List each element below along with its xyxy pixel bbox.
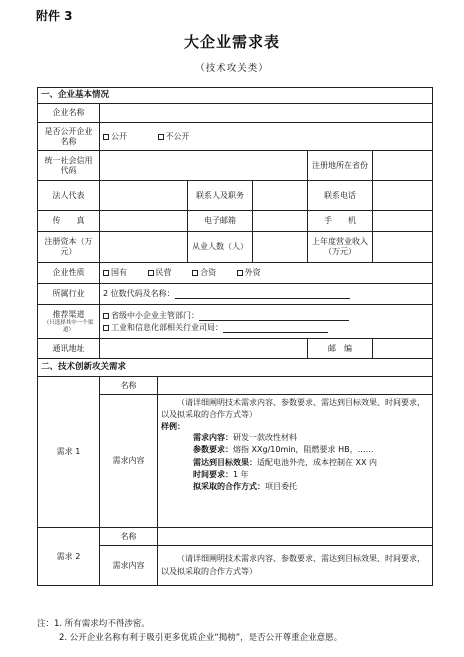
req2-content-field[interactable]: [158, 546, 433, 586]
footnotes: [37, 618, 457, 645]
revenue-label: 上年度营业收入（万元）: [308, 232, 373, 263]
channel-checkbox-provincial[interactable]: [103, 313, 109, 319]
ex-target-label: 需达到目标效果：: [193, 457, 257, 467]
section1-title: 一、企业基本情况: [38, 88, 433, 104]
nature-options: [100, 263, 433, 284]
credit-code-label: 统一社会信用代码: [38, 151, 100, 181]
req2-name-label: 名称: [100, 528, 158, 546]
industry-field: [100, 284, 433, 305]
is-public-field: [100, 123, 433, 151]
nature-row: [38, 263, 433, 284]
postcode-field[interactable]: [373, 339, 433, 359]
industry-label: 所属行业: [38, 284, 100, 305]
nature-checkbox-state[interactable]: [103, 270, 109, 276]
email-label: 电子邮箱: [188, 211, 253, 232]
channel-label: 推荐渠道: [52, 310, 85, 320]
nature-checkbox-private[interactable]: [148, 270, 154, 276]
reg-place-label: 注册地所在省份: [308, 151, 373, 181]
ex-param-label: 参数要求：: [193, 445, 233, 455]
reg-place-field[interactable]: [373, 151, 433, 181]
section2-header-row: [38, 359, 433, 377]
req2-content-label: 需求内容: [100, 546, 158, 586]
company-name-field[interactable]: [100, 104, 433, 123]
req2-name-field[interactable]: [158, 528, 433, 546]
credit-code-field[interactable]: [100, 151, 308, 181]
nature-option-jv: 合资: [200, 268, 217, 277]
is-public-row: [38, 123, 433, 151]
req1-label: 需求 1: [38, 377, 100, 528]
channel-note: （只选择其中一个渠道）: [43, 320, 94, 333]
note-2: 2. 公开企业名称有利于吸引更多优质企业“揭榜”，是否公开尊重企业意愿。: [59, 632, 343, 643]
channel-option-miit: 工业和信息化部相关行业司局：: [111, 322, 223, 332]
form-subtitle: （技术攻关类）: [195, 63, 269, 74]
company-name-label: 企业名称: [38, 104, 100, 123]
section1-header-row: [38, 88, 433, 104]
nature-option-state: 国有: [111, 268, 127, 277]
req1-content-label: 需求内容: [100, 395, 158, 528]
ex-content-value: 研发一款改性材料: [233, 432, 297, 442]
legal-rep-label: 法人代表: [38, 181, 100, 211]
channel-provincial-line[interactable]: [199, 312, 349, 321]
nature-checkbox-jv[interactable]: [192, 270, 198, 276]
section2-title: 二、技术创新攻关需求: [38, 359, 433, 377]
email-field[interactable]: [253, 211, 308, 232]
phone-field[interactable]: [373, 181, 433, 211]
channel-miit-line[interactable]: [223, 324, 328, 333]
capital-row: [38, 232, 433, 263]
channel-option-provincial: 省级中小企业主管部门：: [111, 310, 199, 320]
requirements-form-table: [37, 87, 433, 586]
req2-instruction: （请详细阐明技术需求内容、参数要求、需达到目标效果、时间要求，以及拟采取的合作方式等）: [161, 554, 425, 576]
postcode-label: 邮 编: [308, 339, 373, 359]
ex-time-label: 时间要求：: [193, 469, 233, 479]
nature-label: 企业性质: [38, 263, 100, 284]
address-row: [38, 339, 433, 359]
req2-label: 需求 2: [38, 528, 100, 586]
channel-label-cell: [38, 305, 100, 339]
address-field[interactable]: [100, 339, 308, 359]
req1-instruction: （请详细阐明技术需求内容、参数要求、需达到目标效果、时间要求，以及拟采取的合作方式等）: [161, 398, 425, 420]
example-label: 样例：: [161, 421, 185, 431]
mobile-field[interactable]: [373, 211, 433, 232]
not-public-checkbox[interactable]: [158, 134, 164, 140]
industry-input-line[interactable]: [175, 290, 350, 299]
ex-coop-value: 项目委托: [265, 482, 297, 492]
channel-row: [38, 305, 433, 339]
req1-name-row: [38, 377, 433, 395]
is-public-label: 是否公开企业名称: [38, 123, 100, 151]
ex-target-value: 适配电池外壳，成本控制在 XX 内: [257, 457, 378, 467]
nature-option-private: 民营: [155, 268, 172, 277]
ex-param-value: 熔指 XXg/10min，阻燃要求 HB，……: [233, 445, 374, 455]
industry-text: 2 位数代码及名称：: [103, 289, 175, 298]
contact-field[interactable]: [253, 181, 308, 211]
legal-rep-row: [38, 181, 433, 211]
address-label: 通讯地址: [38, 339, 100, 359]
not-public-option-label: 不公开: [165, 131, 190, 141]
nature-checkbox-foreign[interactable]: [237, 270, 243, 276]
public-checkbox[interactable]: [103, 134, 109, 140]
employees-label: 从业人数（人）: [188, 232, 253, 263]
public-option-label: 公开: [111, 131, 127, 141]
fax-label: 传 真: [38, 211, 100, 232]
nature-option-foreign: 外资: [244, 268, 261, 277]
req1-content-field[interactable]: [158, 395, 433, 528]
ex-content-label: 需求内容：: [193, 432, 233, 442]
channel-checkbox-miit[interactable]: [103, 325, 109, 331]
fax-field[interactable]: [100, 211, 188, 232]
reg-capital-field[interactable]: [100, 232, 188, 263]
employees-field[interactable]: [253, 232, 308, 263]
industry-row: [38, 284, 433, 305]
req1-name-field[interactable]: [158, 377, 433, 395]
credit-code-row: [38, 151, 433, 181]
revenue-field[interactable]: [373, 232, 433, 263]
company-name-row: [38, 104, 433, 123]
attachment-label: 附件 3: [36, 9, 73, 23]
ex-time-value: 1 年: [233, 469, 249, 479]
note-1: 注：1. 所有需求均不得涉密。: [37, 619, 150, 629]
reg-capital-label: 注册资本（万元）: [38, 232, 100, 263]
req1-name-label: 名称: [100, 377, 158, 395]
req2-name-row: [38, 528, 433, 546]
contact-label: 联系人及职务: [188, 181, 253, 211]
channel-options: [100, 305, 433, 339]
form-title: 大企业需求表: [183, 33, 280, 51]
ex-coop-label: 拟采取的合作方式：: [193, 482, 265, 492]
mobile-label: 手 机: [308, 211, 373, 232]
fax-row: [38, 211, 433, 232]
legal-rep-field[interactable]: [100, 181, 188, 211]
phone-label: 联系电话: [308, 181, 373, 211]
